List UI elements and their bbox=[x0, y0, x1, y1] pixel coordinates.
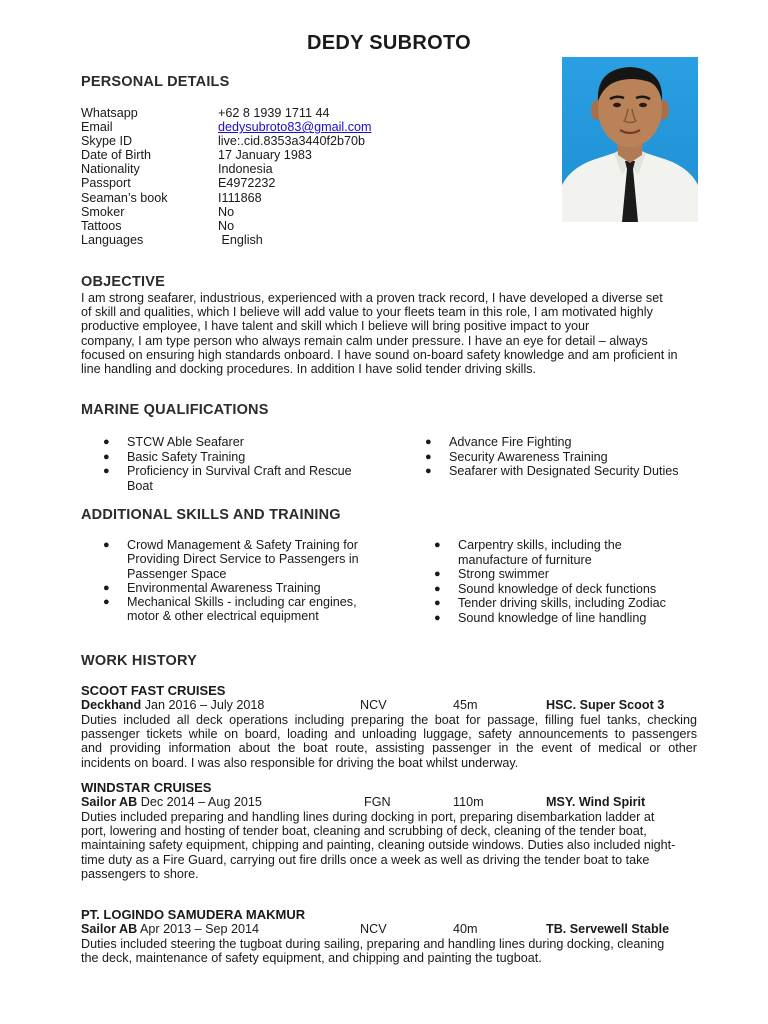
detail-value: No bbox=[218, 218, 235, 233]
job-description-line: incidents on board. I was also responsible for driving the boat whilst underway. bbox=[81, 755, 519, 770]
job-description-line: Duties included preparing and handling lines during docking in port, preparing disembarkation ladder at bbox=[81, 810, 655, 824]
personal-details-heading: PERSONAL DETAILS bbox=[81, 74, 230, 90]
job-position: Sailor AB bbox=[81, 795, 138, 809]
marine-qualifications-heading: MARINE QUALIFICATIONS bbox=[81, 402, 269, 418]
list-item: ● Advance Fire Fighting bbox=[425, 435, 572, 449]
list-item: ● Seafarer with Designated Security Duties bbox=[425, 464, 679, 479]
job-position-period bbox=[81, 922, 259, 936]
bullet-icon: ● bbox=[103, 465, 110, 478]
objective-line: company, I am type person who always remain calm under pressure. I have an eye for detail – always bbox=[81, 333, 648, 348]
skills-list-right bbox=[412, 538, 712, 626]
detail-label: Smoker bbox=[81, 204, 125, 219]
detail-value: Indonesia bbox=[218, 162, 273, 177]
job-vessel: HSC. Super Scoot 3 bbox=[546, 698, 665, 712]
objective-text bbox=[81, 291, 678, 376]
job-meta bbox=[81, 698, 701, 713]
objective-line: I am strong seafarer, industrious, experienced with a proven track record, I have developed a diverse set bbox=[81, 291, 663, 305]
additional-skills-heading: ADDITIONAL SKILLS AND TRAINING bbox=[81, 507, 341, 523]
marine-list-right bbox=[403, 435, 733, 479]
job-meta bbox=[81, 922, 701, 937]
job-position: Deckhand bbox=[81, 698, 142, 712]
job-description bbox=[81, 810, 675, 881]
profile-photo bbox=[562, 57, 698, 222]
work-history-heading: WORK HISTORY bbox=[81, 653, 197, 669]
bullet-icon: ● bbox=[103, 450, 110, 463]
detail-value: English bbox=[218, 232, 263, 247]
detail-value: live:.cid.8353a3440f2b70b bbox=[218, 134, 366, 149]
skills-list-left bbox=[81, 538, 381, 624]
job-description-line: time duty as a Fire Guard, carrying out fire drills once a week as well as driving the tender boat to take bbox=[81, 852, 650, 867]
bullet-icon: ● bbox=[103, 581, 110, 594]
candidate-name: DEDY SUBROTO bbox=[306, 32, 471, 54]
list-item: ● Sound knowledge of line handling bbox=[434, 610, 647, 625]
job-description-line: port, lowering and hosting of tender boat, cleaning and scrubbing of deck, cleaning of the tender boat, bbox=[81, 824, 647, 839]
job-description bbox=[81, 937, 664, 965]
detail-row-languages bbox=[81, 233, 372, 247]
detail-row-passport bbox=[81, 176, 372, 190]
objective-line: productive employee, I have talent and skill which I believe will bring positive impact to your bbox=[81, 319, 590, 334]
list-item: ● Environmental Awareness Training bbox=[103, 580, 321, 595]
detail-label: Skype ID bbox=[81, 134, 133, 149]
detail-value: I111868 bbox=[218, 190, 262, 205]
detail-label: Languages bbox=[81, 232, 144, 247]
job-length: 45m bbox=[453, 698, 478, 712]
job-period: Dec 2014 – Aug 2015 bbox=[137, 795, 262, 809]
job-description-line: and providing information about the boat route, assisting passenger in the event of medical or other bbox=[81, 741, 697, 756]
bullet-icon: ● bbox=[434, 611, 441, 624]
job-period: Apr 2013 – Sep 2014 bbox=[137, 922, 260, 936]
detail-label: Tattoos bbox=[81, 218, 122, 233]
bullet-icon: ● bbox=[425, 465, 432, 478]
job-meta bbox=[81, 795, 701, 810]
job-vessel: MSY. Wind Spirit bbox=[546, 795, 646, 809]
list-item: ● Carpentry skills, including the manufacture of furniture bbox=[434, 538, 622, 567]
job-description-line: the deck, maintenance of safety equipment, and chipping and painting the tugboat. bbox=[81, 951, 542, 966]
list-item: ● STCW Able Seafarer bbox=[103, 435, 244, 449]
marine-list-left bbox=[81, 435, 381, 493]
job-position: Sailor AB bbox=[81, 922, 138, 936]
detail-label: Date of Birth bbox=[81, 148, 151, 163]
bullet-icon: ● bbox=[425, 450, 432, 463]
detail-label: Nationality bbox=[81, 162, 140, 177]
objective-heading: OBJECTIVE bbox=[81, 274, 165, 290]
bullet-icon: ● bbox=[434, 597, 441, 610]
job-description-line: passengers to shore. bbox=[81, 866, 199, 881]
detail-row-smoker bbox=[81, 205, 372, 219]
job-position-period bbox=[81, 795, 262, 809]
detail-row-whatsapp bbox=[81, 106, 372, 120]
detail-row-email bbox=[81, 120, 372, 134]
job-company: WINDSTAR CRUISES bbox=[81, 780, 212, 795]
list-item: ● Mechanical Skills - including car engines, motor & other electrical equipment bbox=[103, 595, 357, 624]
list-item: ● Tender driving skills, including Zodiac bbox=[434, 596, 666, 611]
detail-row-dob bbox=[81, 148, 372, 162]
job-description-line: Duties included all deck operations including preparing the boat for passage, filling fuel tanks, checking bbox=[81, 713, 697, 727]
job-company: PT. LOGINDO SAMUDERA MAKMUR bbox=[81, 907, 306, 922]
detail-row-tattoos bbox=[81, 219, 372, 233]
detail-value: +62 8 1939 1711 44 bbox=[218, 106, 330, 120]
job-position-period bbox=[81, 698, 264, 712]
personal-details-list bbox=[81, 106, 372, 247]
job-length: 40m bbox=[453, 922, 478, 936]
job-period: Jan 2016 – July 2018 bbox=[141, 698, 265, 712]
detail-row-nationality bbox=[81, 162, 372, 176]
bullet-icon: ● bbox=[434, 539, 441, 551]
job-description-line: Duties included steering the tugboat during sailing, preparing and handling lines during docking, cleaning bbox=[81, 937, 665, 951]
bullet-icon: ● bbox=[425, 436, 432, 448]
detail-value: No bbox=[218, 204, 235, 219]
job-flag: FGN bbox=[364, 795, 391, 809]
list-item: ● Crowd Management & Safety Training for Providing Direct Service to Passengers in Passenger Space bbox=[103, 538, 359, 581]
detail-label: Email bbox=[81, 120, 113, 135]
bullet-icon: ● bbox=[434, 582, 441, 595]
job-description bbox=[81, 713, 697, 770]
detail-label: Seaman’s book bbox=[81, 190, 168, 205]
list-item: ● Security Awareness Training bbox=[425, 449, 608, 464]
bullet-icon: ● bbox=[103, 436, 110, 448]
detail-label: Whatsapp bbox=[81, 106, 138, 120]
job-flag: NCV bbox=[360, 922, 387, 936]
job-vessel: TB. Servewell Stable bbox=[546, 922, 670, 936]
job-flag: NCV bbox=[360, 698, 387, 712]
job-company: SCOOT FAST CRUISES bbox=[81, 683, 226, 698]
list-item: ● Proficiency in Survival Craft and Rescue Boat bbox=[103, 464, 352, 493]
list-item: ● Sound knowledge of deck functions bbox=[434, 581, 657, 596]
detail-label: Passport bbox=[81, 176, 131, 191]
portrait-image bbox=[562, 57, 698, 222]
detail-row-skype bbox=[81, 134, 372, 148]
list-item: ● Strong swimmer bbox=[434, 567, 549, 582]
detail-row-seamans-book bbox=[81, 191, 372, 205]
objective-line: of skill and qualities, which I believe will add value to your fleets team in this role, I am motivated highly bbox=[81, 305, 653, 320]
bullet-icon: ● bbox=[434, 568, 441, 581]
objective-line: focused on ensuring high standards onboard. I have sound on-board safety knowledge and am proficient in bbox=[81, 347, 678, 362]
list-item: ● Basic Safety Training bbox=[103, 449, 246, 464]
email-link[interactable]: dedysubroto83@gmail.com bbox=[218, 120, 372, 135]
job-description-line: passenger tickets while on board, loading and unloading luggage, safety announcements to passengers bbox=[81, 727, 697, 742]
detail-value: E4972232 bbox=[218, 176, 276, 191]
job-length: 110m bbox=[453, 795, 484, 809]
job-description-line: maintaining safety equipment, chipping and painting, cleaning outside windows. Duties also included night- bbox=[81, 838, 676, 853]
bullet-icon: ● bbox=[103, 539, 110, 551]
bullet-icon: ● bbox=[103, 596, 110, 609]
objective-line: line handling and docking procedures. In addition I have solid tender driving skills. bbox=[81, 361, 537, 376]
detail-value: 17 January 1983 bbox=[218, 148, 312, 163]
